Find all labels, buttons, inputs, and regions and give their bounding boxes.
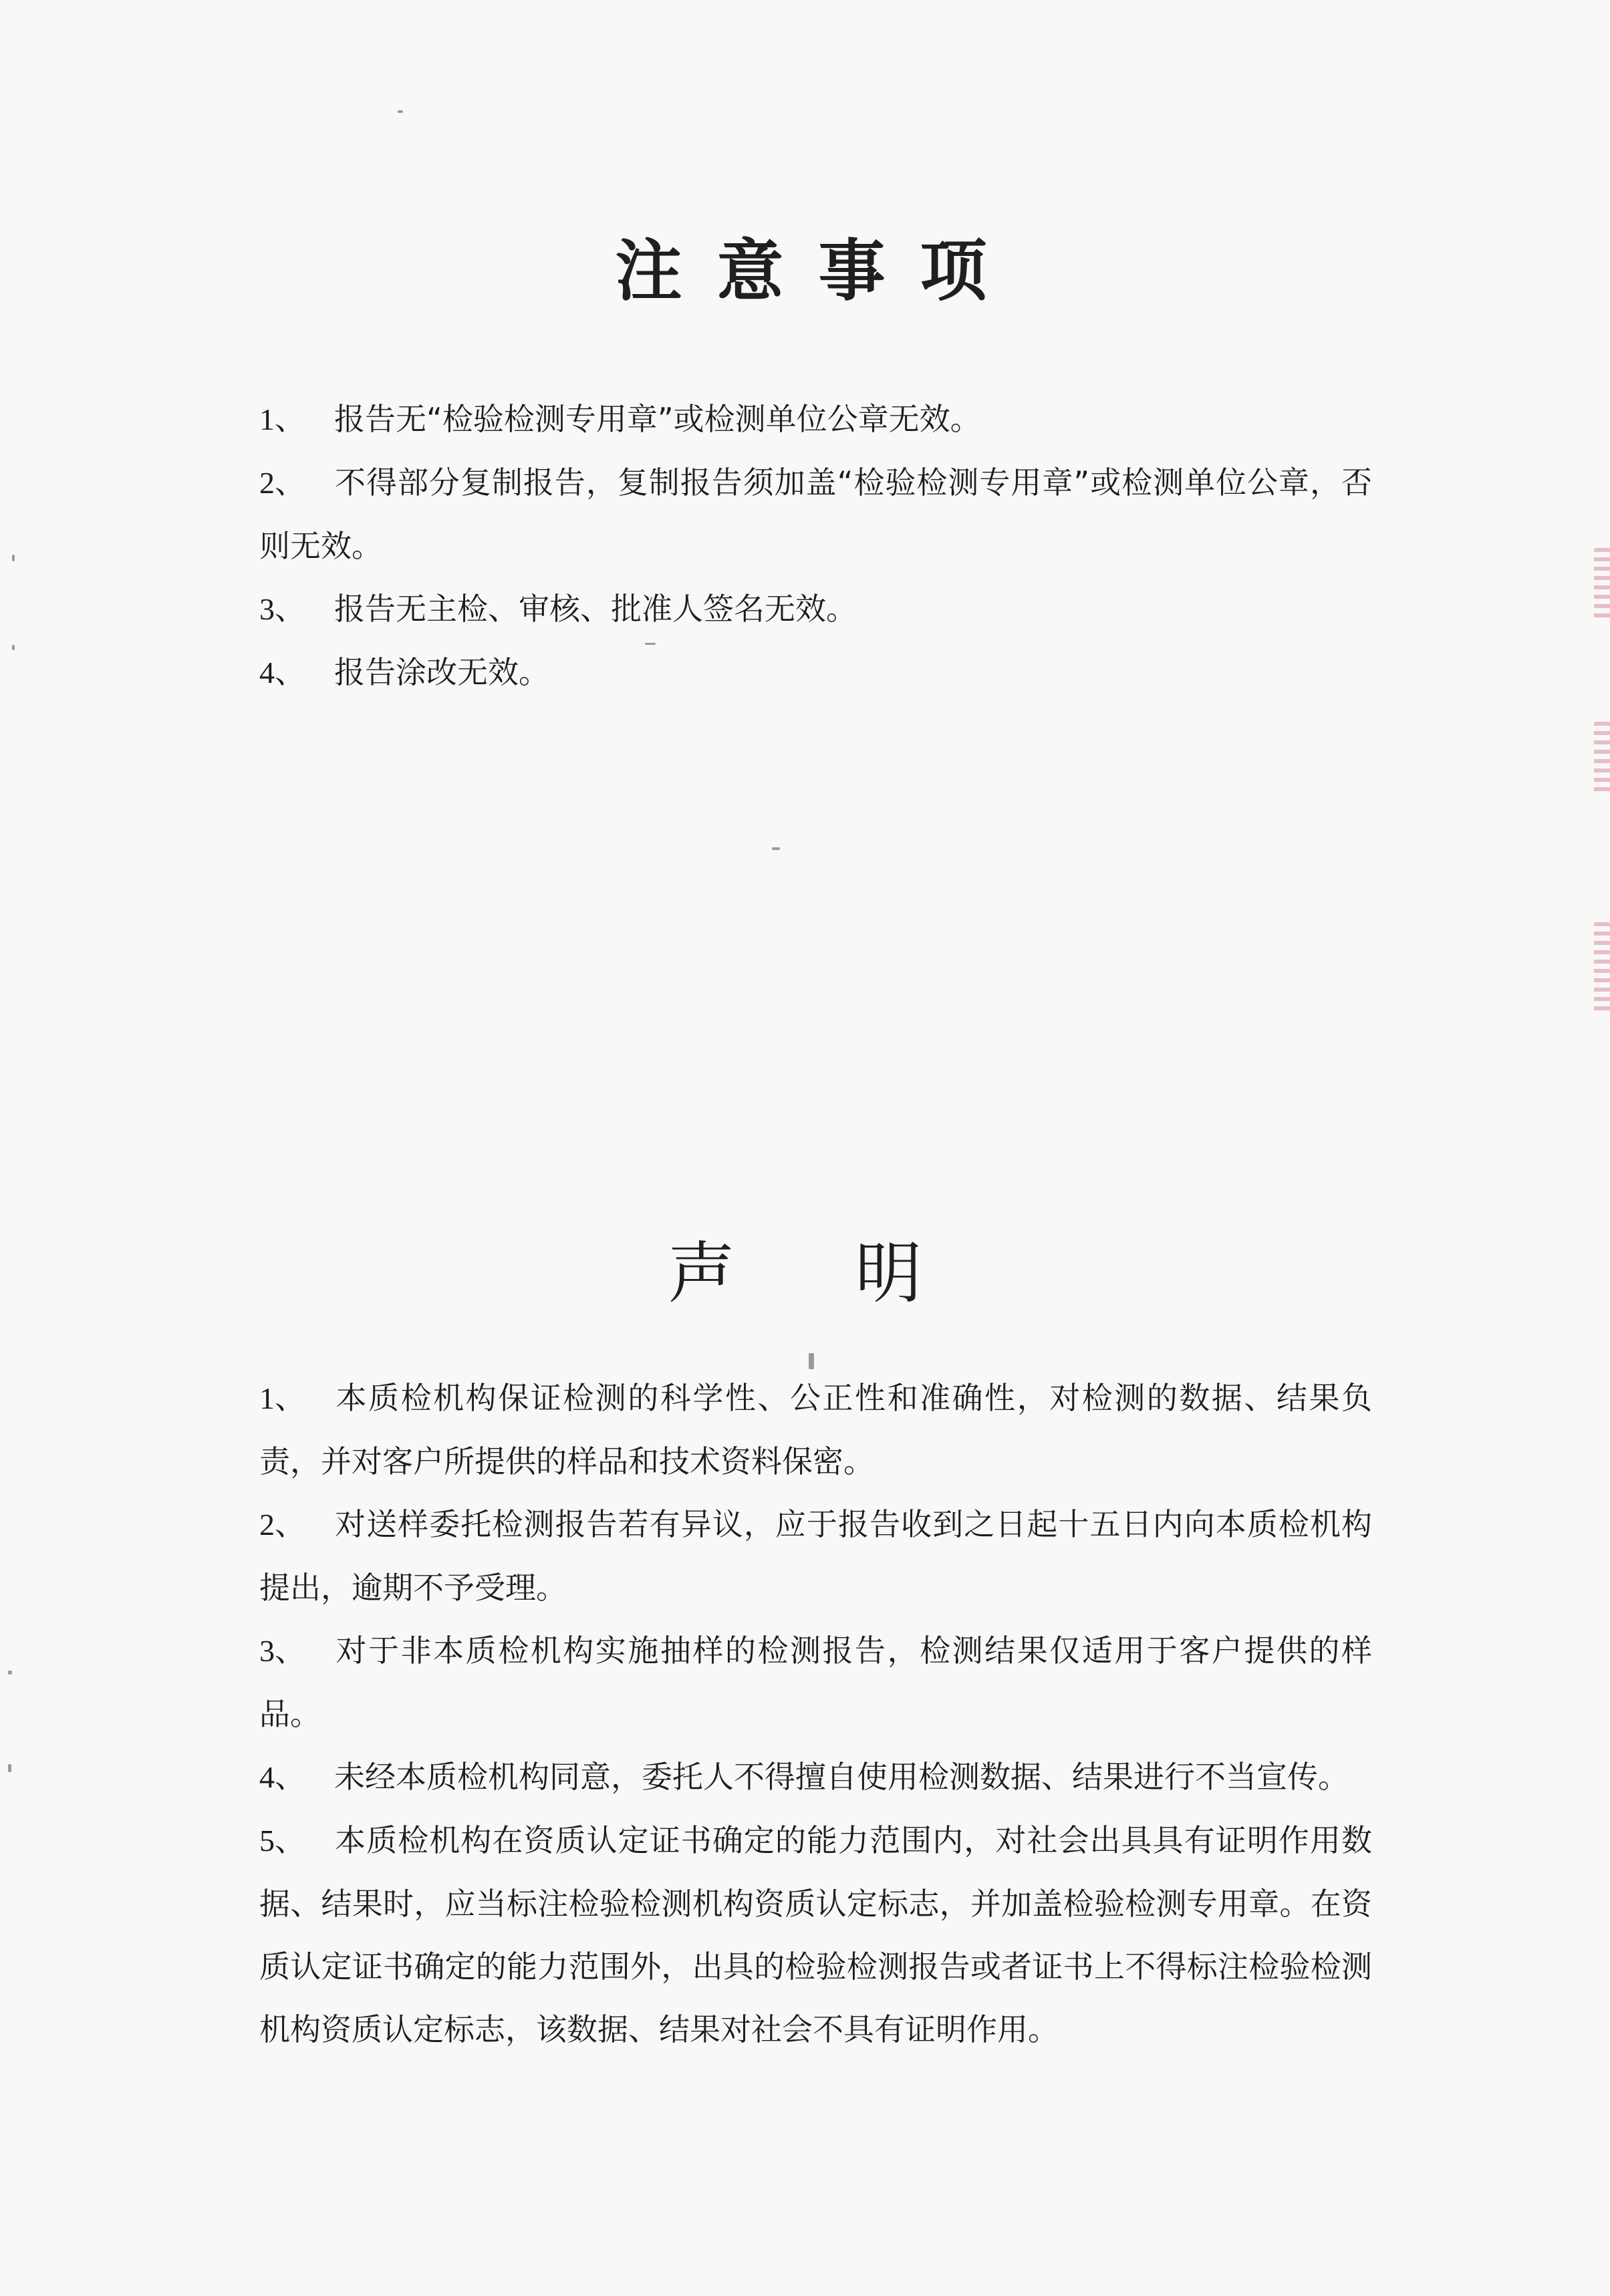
scan-speck [8,1764,11,1772]
scan-speck [398,110,403,113]
notice-title: 注意事项 [615,231,1022,310]
statement-list [259,1367,1372,2061]
scan-speck [12,645,15,650]
item-text: 未经本质检机构同意，委托人不得擅自使用检测数据、结果进行不当宣传。 [334,1759,1349,1795]
statement-item [259,1493,1372,1619]
notice-list [259,388,1372,704]
seal-edge-mark [1594,548,1610,621]
scan-speck [8,1671,12,1675]
seal-edge-mark [1594,722,1610,795]
statement-item [259,1809,1372,2061]
item-text: 报告无“检验检测专用章”或检测单位公章无效。 [334,401,981,437]
item-text: 本质检机构保证检测的科学性、公正性和准确性，对检测的数据、结果负责，并对客户所提供的样品和技术资料保密。 [259,1380,1372,1479]
item-number: 4、 [259,656,305,690]
item-text: 对送样委托检测报告若有异议，应于报告收到之日起十五日内向本质检机构提出，逾期不予受理。 [259,1506,1372,1606]
statement-item [259,1367,1372,1493]
statement-title: 声明 [668,1234,1043,1312]
statement-item [259,1745,1372,1809]
scan-speck [809,1353,814,1369]
item-number: 4、 [259,1760,305,1794]
notice-item [259,577,1372,641]
item-number: 1、 [259,1381,305,1415]
scan-speck [12,555,15,561]
item-number: 3、 [259,592,305,626]
scan-speck [645,643,656,645]
item-text: 对于非本质检机构实施抽样的检测报告，检测结果仅适用于客户提供的样品。 [259,1632,1372,1732]
item-text: 报告无主检、审核、批准人签名无效。 [334,591,857,627]
seal-edge-mark [1594,922,1610,1016]
notice-item [259,641,1372,704]
item-text: 不得部分复制报告，复制报告须加盖“检验检测专用章”或检测单位公章，否则无效。 [259,464,1372,564]
item-text: 报告涂改无效。 [334,654,549,690]
item-number: 3、 [259,1634,305,1668]
item-number: 2、 [259,466,305,500]
item-number: 2、 [259,1508,305,1542]
item-number: 5、 [259,1824,305,1858]
notice-item [259,388,1372,451]
item-text: 本质检机构在资质认定证书确定的能力范围内，对社会出具具有证明作用数据、结果时，应当标注检验检测机构资质认定标志，并加盖检验检测专用章。在资质认定证书确定的能力范围外，出具的检验检测报告或者证书上不得标注检验检测机构资质认定标志，该数据、结果对社会不具有证明作用。 [259,1822,1372,2047]
item-number: 1、 [259,402,305,436]
statement-item [259,1619,1372,1745]
notice-item [259,451,1372,577]
scan-speck [772,847,780,850]
